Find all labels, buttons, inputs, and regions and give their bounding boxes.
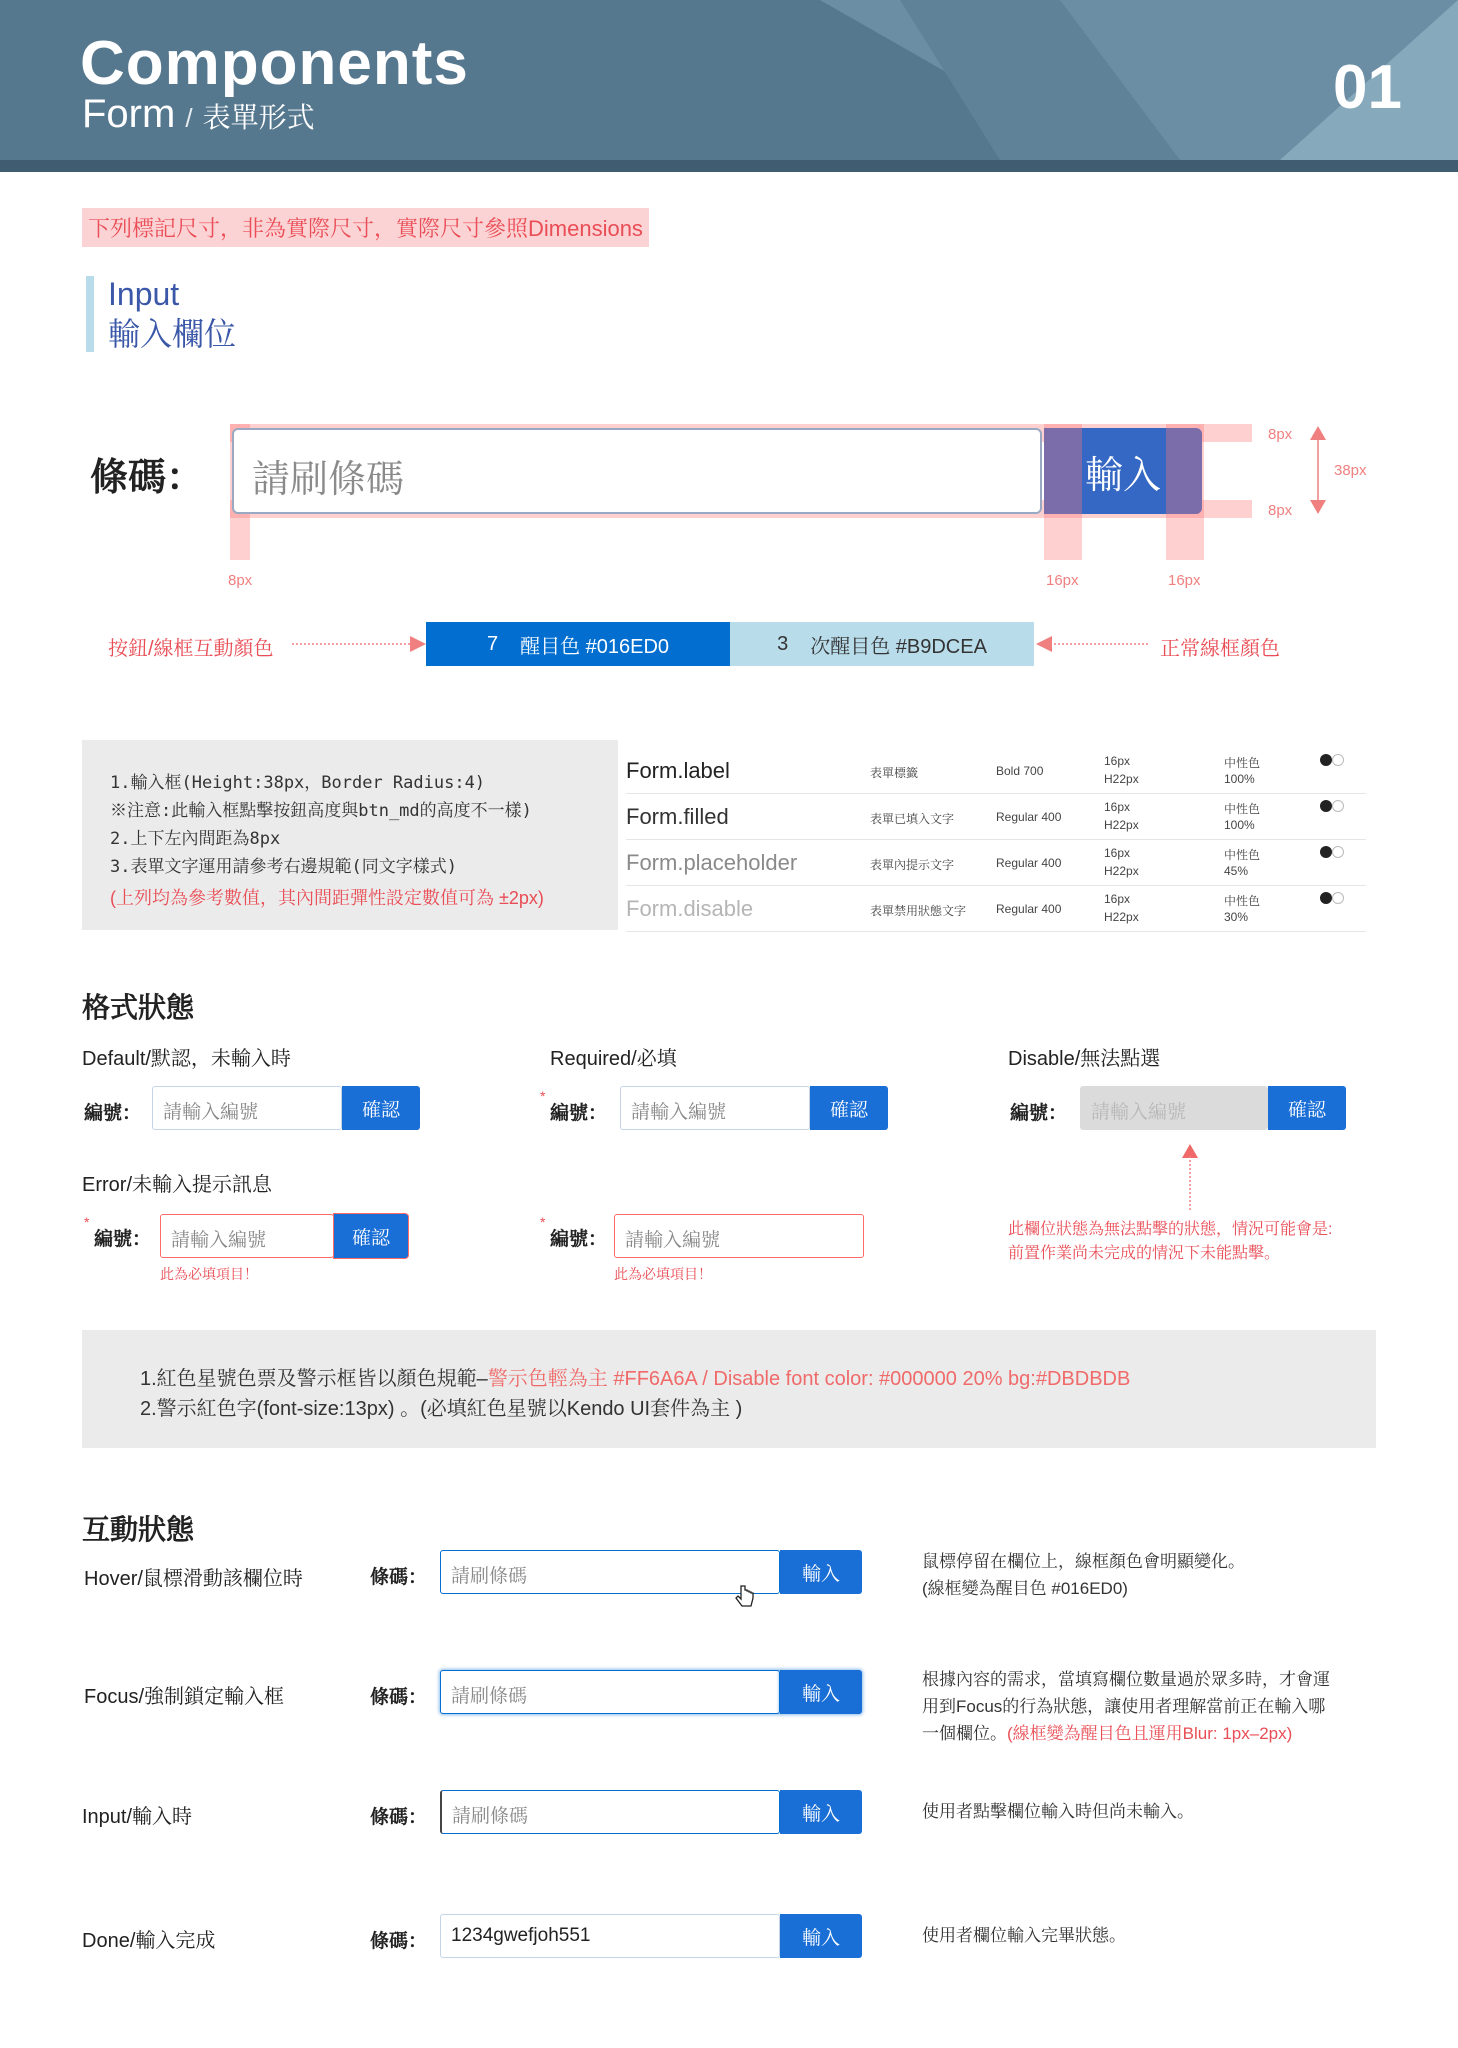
dimension-note: 下列標記尺寸，非為實際尺寸，實際尺寸參照Dimensions xyxy=(82,208,649,247)
subtitle-slash: / xyxy=(185,103,193,133)
hover-button[interactable]: 輸入 xyxy=(780,1550,862,1594)
dim-top: 8px xyxy=(1268,426,1293,443)
type-row-desc: 表單已填入文字 xyxy=(870,812,955,826)
required-state-title: Required/必填 xyxy=(550,1048,677,1070)
input-label: 條碼： xyxy=(370,1807,428,1828)
primary-color-swatch xyxy=(426,622,730,666)
type-row-weight: Bold 700 xyxy=(996,764,1044,778)
error-input[interactable]: 請輸入編號 xyxy=(160,1214,334,1258)
type-row-opacity: 100% xyxy=(1224,772,1255,786)
error-input-2[interactable]: 請輸入編號 xyxy=(614,1214,864,1258)
type-row-lineheight: H22px xyxy=(1104,772,1139,786)
info-line-2: ※注意:此輸入框點擊按鈕高度與btn_md的高度不一樣) xyxy=(110,801,532,821)
focus-desc-line-3 xyxy=(922,1720,1330,1747)
big-input-placeholder: 請刷條碼 xyxy=(252,459,405,501)
primary-swatch-text: 醒目色 #016ED0 xyxy=(520,635,670,658)
hover-desc-line-1: 鼠標停留在欄位上，線框顏色會明顯變化。 xyxy=(922,1552,1245,1571)
done-button[interactable]: 輸入 xyxy=(780,1914,862,1958)
required-confirm-button[interactable]: 確認 xyxy=(810,1086,888,1130)
normal-border-annotation: 正常線框顏色 xyxy=(1160,638,1280,660)
dim-btn-left: 16px xyxy=(1046,572,1079,589)
color-dot-icon xyxy=(1320,892,1332,904)
info-line-5: (上列均為參考數值，其內間距彈性設定數值可為 ±2px) xyxy=(110,888,544,908)
type-row-weight: Regular 400 xyxy=(996,856,1062,870)
format-states-title: 格式狀態 xyxy=(82,992,195,1023)
color-dot-icon xyxy=(1332,754,1344,766)
input-description: 使用者點擊欄位輸入時但尚未輸入。 xyxy=(922,1802,1194,1821)
disable-state-title: Disable/無法點選 xyxy=(1008,1048,1161,1070)
type-row-desc: 表單標籤 xyxy=(870,766,919,780)
focus-desc-line-3b: (線框變為醒目色且運用Blur: 1px–2px) xyxy=(1007,1724,1293,1743)
primary-swatch-num: 7 xyxy=(486,632,499,655)
color-dot-icon xyxy=(1332,800,1344,812)
focus-label: 條碼： xyxy=(370,1687,428,1708)
hover-state-title: Hover/鼠標滑動該欄位時 xyxy=(84,1568,303,1590)
dim-height: 38px xyxy=(1334,462,1367,479)
input-state-button[interactable]: 輸入 xyxy=(780,1790,862,1834)
disable-label: 編號： xyxy=(1010,1103,1068,1124)
rule-line-1b: 警示色輕為主 #FF6A6A / Disable font color: #000000 20% bg:#DBDBDB xyxy=(487,1368,1131,1390)
subtitle-en: Form xyxy=(82,92,176,136)
type-row-name: Form.disable xyxy=(626,896,754,921)
required-input[interactable]: 請輸入編號 xyxy=(620,1086,810,1130)
focus-desc-line-3a: 一個欄位。 xyxy=(922,1724,1007,1743)
info-line-3: 2.上下左內間距為8px xyxy=(110,829,281,849)
type-row-opacity: 30% xyxy=(1224,910,1249,924)
secondary-color-swatch xyxy=(730,622,1034,666)
interaction-states-title: 互動狀態 xyxy=(82,1514,195,1545)
big-input-button[interactable]: 輸入 xyxy=(1044,428,1202,514)
type-row-color: 中性色 xyxy=(1224,756,1261,770)
type-row xyxy=(626,748,1366,794)
page-subtitle xyxy=(82,92,315,137)
type-row-lineheight: H22px xyxy=(1104,864,1139,878)
error-confirm-button[interactable]: 確認 xyxy=(334,1214,408,1258)
type-row xyxy=(626,794,1366,840)
error-state-title: Error/未輸入提示訊息 xyxy=(82,1174,272,1196)
done-state-title: Done/輸入完成 xyxy=(82,1930,216,1952)
default-input[interactable]: 請輸入編號 xyxy=(152,1086,342,1130)
btn-padding-right-marker xyxy=(1166,424,1204,560)
type-row-weight: Regular 400 xyxy=(996,902,1062,916)
color-dot-icon xyxy=(1320,800,1332,812)
hover-description xyxy=(922,1548,1245,1602)
type-row-lineheight: H22px xyxy=(1104,818,1139,832)
type-row-size: 16px xyxy=(1104,846,1131,860)
input-state-title: Input/輸入時 xyxy=(82,1806,193,1828)
page-number: 01 xyxy=(1333,53,1402,122)
type-row-opacity: 45% xyxy=(1224,864,1249,878)
arrow-right-icon xyxy=(290,634,430,654)
error-star: * xyxy=(84,1214,90,1230)
error-star-2: * xyxy=(540,1214,546,1230)
color-dot-icon xyxy=(1332,846,1344,858)
focus-input[interactable]: 請刷條碼 xyxy=(440,1670,780,1714)
error-message: 此為必填項目！ xyxy=(160,1266,258,1282)
focus-description xyxy=(922,1666,1330,1747)
secondary-swatch-text: 次醒目色 #B9DCEA xyxy=(810,635,987,658)
default-confirm-button[interactable]: 確認 xyxy=(342,1086,420,1130)
default-state-title: Default/默認，未輸入時 xyxy=(82,1048,291,1070)
done-input[interactable]: 1234gwefjoh551 xyxy=(440,1914,780,1958)
type-row-size: 16px xyxy=(1104,892,1131,906)
disable-note-line-1: 此欄位狀態為無法點擊的狀態，情況可能會是: xyxy=(1008,1221,1333,1238)
hover-input[interactable]: 請刷條碼 xyxy=(440,1550,780,1594)
required-label: 編號： xyxy=(550,1103,608,1124)
rule-line-1a: 1.紅色星號色票及警示框皆以顏色規範– xyxy=(140,1368,488,1390)
type-row-color: 中性色 xyxy=(1224,848,1261,862)
type-row xyxy=(626,840,1366,886)
color-dot-icon xyxy=(1320,754,1332,766)
arrow-up-icon xyxy=(1178,1142,1202,1212)
secondary-swatch-num: 3 xyxy=(777,632,789,655)
section-title-zh: 輸入欄位 xyxy=(108,316,237,352)
dim-left: 8px xyxy=(228,572,253,589)
type-row-size: 16px xyxy=(1104,800,1131,814)
arrow-left-icon xyxy=(1034,634,1154,654)
error-label: 編號： xyxy=(94,1229,152,1250)
type-row xyxy=(626,886,1366,932)
disable-note-line-2: 前置作業尚未完成的情況下未能點擊。 xyxy=(1008,1245,1281,1262)
disable-note xyxy=(1008,1218,1332,1266)
rule-line-2: 2.警示紅色字(font-size:13px) 。(必填紅色星號以Kendo UI套件為主 ) xyxy=(140,1398,743,1420)
default-label: 編號： xyxy=(84,1103,142,1124)
type-row-size: 16px xyxy=(1104,754,1131,768)
type-row-name: Form.filled xyxy=(626,804,729,829)
hover-label: 條碼： xyxy=(370,1567,428,1588)
hover-desc-line-2: (線框變為醒目色 #016ED0) xyxy=(922,1579,1128,1598)
type-row-color: 中性色 xyxy=(1224,894,1261,908)
color-dot-icon xyxy=(1320,846,1332,858)
focus-button[interactable]: 輸入 xyxy=(780,1670,862,1714)
spec-info-box xyxy=(82,740,618,930)
dim-bottom: 8px xyxy=(1268,502,1293,519)
focus-desc-line-1: 根據內容的需求，當填寫欄位數量過於眾多時，才會運 xyxy=(922,1670,1330,1689)
color-rule-note xyxy=(82,1330,1376,1448)
type-row-lineheight: H22px xyxy=(1104,910,1139,924)
error-label-2: 編號： xyxy=(550,1229,608,1250)
input-state-input[interactable]: 請刷條碼 xyxy=(440,1790,780,1834)
focus-state-title: Focus/強制鎖定輸入框 xyxy=(84,1686,285,1708)
header-bottom-bar xyxy=(0,160,1458,172)
done-label: 條碼： xyxy=(370,1931,428,1952)
section-title-en: Input xyxy=(108,276,180,312)
type-row-name: Form.label xyxy=(626,758,730,783)
info-line-1: 1.輸入框(Height:38px，Border Radius:4) xyxy=(110,773,486,793)
hand-cursor-icon xyxy=(734,1584,756,1612)
interactive-color-annotation: 按鈕/線框互動顏色 xyxy=(108,638,274,660)
disabled-confirm-button: 確認 xyxy=(1268,1086,1346,1130)
rule-line-1 xyxy=(140,1362,1130,1391)
info-line-4: 3.表單文字運用請參考右邊規範(同文字樣式) xyxy=(110,857,457,877)
height-arrow xyxy=(1306,424,1330,516)
type-row-desc: 表單內提示文字 xyxy=(870,858,955,872)
page-title: Components xyxy=(80,29,469,98)
required-star: * xyxy=(540,1088,546,1104)
focus-desc-line-2: 用到Focus的行為狀態，讓使用者理解當前正在輸入哪 xyxy=(922,1697,1326,1716)
big-input-field[interactable] xyxy=(232,428,1042,514)
section-accent-bar xyxy=(86,276,94,352)
disabled-input: 請輸入編號 xyxy=(1080,1086,1268,1130)
type-row-opacity: 100% xyxy=(1224,818,1255,832)
error-message-2: 此為必填項目！ xyxy=(614,1266,712,1282)
type-row-color: 中性色 xyxy=(1224,802,1261,816)
color-dot-icon xyxy=(1332,892,1344,904)
type-row-name: Form.placeholder xyxy=(626,850,798,875)
dim-btn-right: 16px xyxy=(1168,572,1201,589)
type-row-weight: Regular 400 xyxy=(996,810,1062,824)
section-title xyxy=(108,274,236,354)
done-description: 使用者欄位輸入完畢狀態。 xyxy=(922,1926,1126,1945)
subtitle-zh: 表單形式 xyxy=(202,102,315,133)
type-row-desc: 表單禁用狀態文字 xyxy=(870,904,967,918)
btn-padding-left-marker xyxy=(1044,424,1082,560)
big-input-label: 條碼： xyxy=(90,457,205,499)
